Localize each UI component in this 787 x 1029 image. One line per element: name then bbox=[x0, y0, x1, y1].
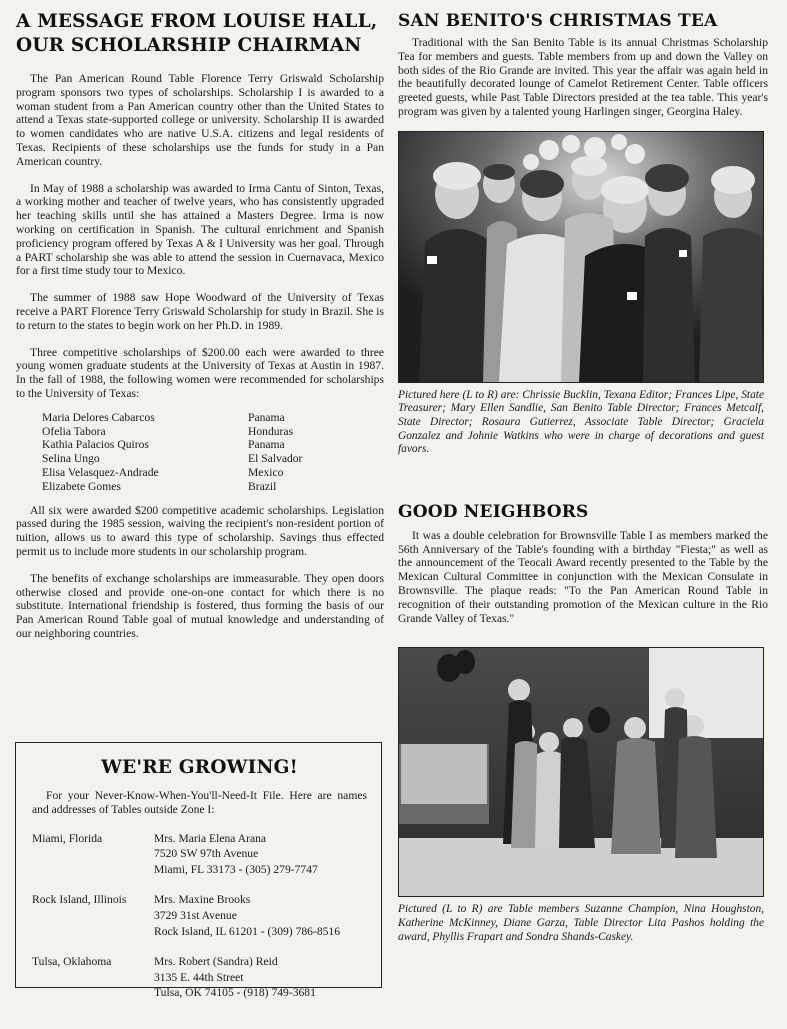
were-growing-heading: WE'RE GROWING! bbox=[101, 757, 298, 778]
nominee-country: Honduras bbox=[248, 424, 294, 438]
table-members-image bbox=[399, 648, 763, 896]
christmas-tea-photo bbox=[398, 131, 764, 383]
christmas-tea-paragraph: Traditional with the San Benito Table is its annual Christmas Scholarship Tea for members and guests. Table members from up and down the Valley on both sides of the Rio Grande are invited. This year the affair was again held in the beautifully decorated lounge of Camelot Retirement Center. Table officers greeted guests, while Past Table Directors presided at the tea table. This year's program was given by a talented young Harlingen singer, Georgina Haley. bbox=[398, 36, 768, 118]
table-location: Rock Island, Illinois bbox=[32, 893, 127, 907]
christmas-tea-heading: SAN BENITO'S CHRISTMAS TEA bbox=[398, 11, 718, 31]
scholarship-paragraph-1: The Pan American Round Table Florence Terry Griswald Scholarship program sponsors two types of scholarships. Scholarship I is awarded to a woman student from a Pan American country other than the United States to attend a Texas state-supported college or university. Scholarship II is awarded to women candidates who are native U.S.A. citizens and legal residents of Texas. Recipients of these scholarships use the funds for study in a Pan American country. bbox=[16, 72, 384, 168]
nominee-name: Elisa Velasquez-Andrade bbox=[42, 465, 159, 479]
contact-city-phone: Miami, FL 33173 - (305) 279-7747 bbox=[154, 862, 318, 876]
table-location: Miami, Florida bbox=[32, 831, 103, 845]
contact-name: Mrs. Maxine Brooks bbox=[154, 893, 251, 907]
nominee-list bbox=[42, 411, 362, 494]
scholarship-paragraph-6: The benefits of exchange scholarships are immeasurable. They open doors otherwise closed and provide one-on-one contact for which there is no substitute. International friendship is fostered, thus forming the basis of our Pan American Round Table goal of mutual knowledge and understanding of our neighboring countries. bbox=[16, 571, 384, 640]
contact-name: Mrs. Maria Elena Arana bbox=[154, 831, 267, 845]
nominee-country: Mexico bbox=[248, 465, 284, 479]
right-column bbox=[398, 10, 768, 944]
nominee-country: Panama bbox=[248, 438, 285, 452]
table-address bbox=[154, 831, 318, 878]
nominee-row bbox=[42, 480, 362, 494]
table-address-row bbox=[32, 892, 367, 939]
nominee-name: Selina Ungo bbox=[42, 452, 100, 466]
table-address-row bbox=[32, 831, 367, 878]
scholarship-paragraph-2: In May of 1988 a scholarship was awarded to Irma Cantu of Sinton, Texas, a working mother and teacher of twelve years, who has consistently upgraded her teaching skills until she has attained a Masters Degree. Irma is now working on certification in Spanish. The cultural enrichment and Spanish proficiency program offered by Texas A & I University was her goal. Through a PART scholarship she was able to attend the session in Cuernavaca, Mexico for a first time study tour to Mexico. bbox=[16, 181, 384, 278]
group-portrait-image bbox=[399, 132, 763, 382]
nominee-row bbox=[42, 466, 362, 480]
nominee-row bbox=[42, 425, 362, 439]
scholarship-article bbox=[16, 10, 384, 641]
contact-city-phone: Rock Island, IL 61201 - (309) 786-8516 bbox=[154, 924, 341, 938]
nominee-name: Elizabete Gomes bbox=[42, 479, 121, 493]
table-address bbox=[154, 954, 316, 1001]
good-neighbors-caption: Pictured (L to R) are Table members Suzanne Champion, Nina Houghston, Katherine McKinney, Diane Garza, Table Director Lita Pashos holding the award, Phyllis Frapart and Sondra Shands-Caskey. bbox=[398, 903, 764, 943]
nominee-country: Brazil bbox=[248, 479, 277, 493]
good-neighbors-paragraph: It was a double celebration for Brownsville Table I as members marked the 56th Anniversary of the Table's founding with a birthday "Fiesta;" as well as the announcement of the Teocali Award recently presented to the Table by the Mexican Cultural Committee in conjunction with the Mexican Consulate in Brownsville. The plaque reads: "To the Pan American Round Table in recognition of their outstanding promotion of the Mexican culture in the Rio Grande Valley of Texas." bbox=[398, 528, 768, 625]
contact-street: 7520 SW 97th Avenue bbox=[154, 847, 259, 861]
nominee-name: Maria Delores Cabarcos bbox=[42, 410, 155, 424]
table-address-row bbox=[32, 954, 367, 1001]
nominee-row bbox=[42, 438, 362, 452]
scholarship-paragraph-3: The summer of 1988 saw Hope Woodward of the University of Texas receive a PART Florence Terry Griswald Scholarship for study in Brazil. She is to return to the states to begin work on her Ph.D. in 1989. bbox=[16, 291, 384, 332]
table-location: Tulsa, Oklahoma bbox=[32, 955, 112, 969]
nominee-country: Panama bbox=[248, 410, 285, 424]
christmas-tea-caption: Pictured here (L to R) are: Chrissie Bucklin, Texana Editor; Frances Lipe, State Treasurer; Mary Ellen Sandlie, San Benito Table Director; Frances Metcalf, State Director; Rosaura Gutierrez, Associate Table Director; Graciela Gonzalez and Johnie Watkins who were in charge of decorations and guest favors. bbox=[398, 388, 764, 456]
contact-street: 3135 E. 44th Street bbox=[154, 970, 244, 984]
contact-name: Mrs. Robert (Sandra) Reid bbox=[154, 955, 278, 969]
scholarship-paragraph-4: Three competitive scholarships of $200.00 each were awarded to three young women graduate students at the University of Texas at Austin in 1987. In the fall of 1988, the following women were recommended for scholarships to the University of Texas: bbox=[16, 345, 384, 400]
nominee-name: Ofelia Tabora bbox=[42, 424, 106, 438]
scholarship-paragraph-5: All six were awarded $200 competitive academic scholarships. Legislation passed during the 1985 session, waiving the recipient's non-resident portion of tuition, allows us to award this type of scholarship. Savings thus effected permit us to include more students in our scholarship program. bbox=[16, 503, 384, 558]
contact-city-phone: Tulsa, OK 74105 - (918) 749-3681 bbox=[154, 986, 316, 1000]
scholarship-heading-line1: A MESSAGE FROM LOUISE HALL, bbox=[16, 11, 378, 32]
were-growing-intro: For your Never-Know-When-You'll-Need-It File. Here are names and addresses of Tables outside Zone I: bbox=[32, 789, 367, 816]
nominee-country: El Salvador bbox=[248, 452, 303, 466]
scholarship-heading-line2: OUR SCHOLARSHIP CHAIRMAN bbox=[16, 35, 362, 56]
nominee-row bbox=[42, 411, 362, 425]
good-neighbors-photo bbox=[398, 647, 764, 897]
contact-street: 3729 31st Avenue bbox=[154, 908, 237, 922]
were-growing-box bbox=[15, 742, 382, 1000]
nominee-name: Kathia Palacios Quiros bbox=[42, 438, 149, 452]
table-address bbox=[154, 892, 340, 939]
nominee-row bbox=[42, 452, 362, 466]
good-neighbors-heading: GOOD NEIGHBORS bbox=[398, 501, 589, 522]
